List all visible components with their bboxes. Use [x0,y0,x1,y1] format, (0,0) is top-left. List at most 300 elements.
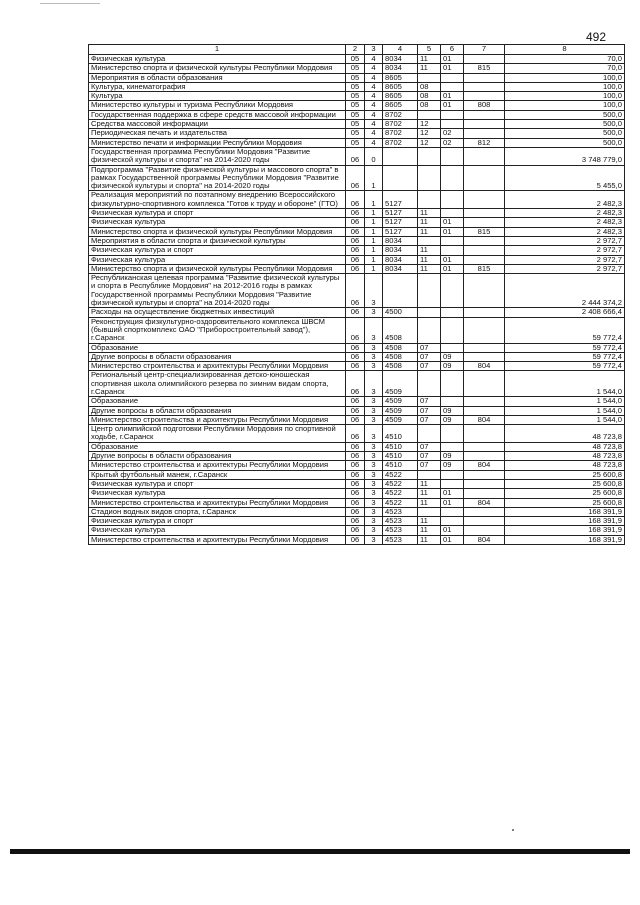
row-section [418,191,441,209]
row-program: 06 [346,452,365,461]
row-name: Образование [89,397,346,406]
table-row [89,274,625,308]
row-name: Физическая культура и спорт [89,479,346,488]
row-subprogram: 1 [365,246,383,255]
row-department [464,73,505,82]
row-program: 06 [346,406,365,415]
table-row [89,371,625,397]
row-department [464,470,505,479]
row-section [418,274,441,308]
row-section [418,317,441,343]
row-subsection: 01 [441,498,464,507]
row-subprogram: 1 [365,209,383,218]
table-row [89,120,625,129]
table-row [89,352,625,361]
table-row [89,517,625,526]
row-amount: 25 600,8 [505,479,625,488]
row-section [418,110,441,119]
row-subsection [441,479,464,488]
row-direction: 8702 [383,120,418,129]
row-subprogram: 4 [365,129,383,138]
row-department [464,526,505,535]
row-direction: 4510 [383,461,418,470]
row-department [464,110,505,119]
row-department: 804 [464,498,505,507]
row-name: Государственная поддержка в сфере средств массовой информации [89,110,346,119]
row-department [464,452,505,461]
row-amount: 168 391,9 [505,517,625,526]
row-subprogram: 3 [365,425,383,443]
row-amount: 3 748 779,0 [505,147,625,165]
row-program: 06 [346,442,365,451]
scan-dot [512,829,514,831]
row-amount: 100,0 [505,73,625,82]
row-subprogram: 1 [365,255,383,264]
row-direction: 4523 [383,517,418,526]
row-direction [383,147,418,165]
row-program: 05 [346,101,365,110]
row-subsection: 01 [441,255,464,264]
table-row [89,227,625,236]
row-department [464,191,505,209]
header-col-4: 4 [383,45,418,55]
table-row [89,82,625,91]
row-subsection: 09 [441,362,464,371]
row-name: Министерство печати и информации Республики Мордовия [89,138,346,147]
row-department: 808 [464,101,505,110]
row-program: 05 [346,92,365,101]
row-subsection [441,517,464,526]
row-department [464,308,505,317]
row-name: Физическая культура и спорт [89,517,346,526]
row-department [464,371,505,397]
row-name: Министерство культуры и туризма Республики Мордовия [89,101,346,110]
row-section [418,507,441,516]
row-department: 804 [464,362,505,371]
row-amount: 2 482,3 [505,209,625,218]
row-section: 07 [418,406,441,415]
row-subsection [441,397,464,406]
row-section: 07 [418,352,441,361]
row-subprogram: 3 [365,452,383,461]
row-name: Министерство строительства и архитектуры Республики Мордовия [89,362,346,371]
row-direction: 5127 [383,218,418,227]
row-subsection: 01 [441,55,464,64]
row-subprogram: 3 [365,317,383,343]
row-amount: 59 772,4 [505,343,625,352]
row-subprogram: 3 [365,442,383,451]
row-department [464,517,505,526]
scan-artifact [40,3,100,4]
row-direction: 4523 [383,535,418,544]
row-name: Министерство строительства и архитектуры Республики Мордовия [89,461,346,470]
row-subprogram: 4 [365,138,383,147]
row-amount: 25 600,8 [505,470,625,479]
row-section: 12 [418,138,441,147]
row-subprogram: 0 [365,147,383,165]
row-section: 08 [418,101,441,110]
row-direction: 4508 [383,362,418,371]
table-row [89,498,625,507]
row-direction: 4500 [383,308,418,317]
row-section: 11 [418,489,441,498]
row-program: 06 [346,274,365,308]
row-department [464,236,505,245]
row-program: 06 [346,317,365,343]
row-program: 05 [346,55,365,64]
table-row [89,308,625,317]
row-program: 06 [346,362,365,371]
table-row [89,191,625,209]
table-row [89,479,625,488]
table-row [89,507,625,516]
row-program: 06 [346,517,365,526]
table-row [89,461,625,470]
row-amount: 2 972,7 [505,255,625,264]
row-direction: 8605 [383,73,418,82]
row-direction: 4523 [383,526,418,535]
row-direction: 8034 [383,64,418,73]
row-direction: 8605 [383,92,418,101]
row-name: Культура [89,92,346,101]
row-name: Культура, кинематография [89,82,346,91]
row-program: 06 [346,425,365,443]
table-row [89,317,625,343]
row-subprogram: 3 [365,461,383,470]
row-direction: 5127 [383,209,418,218]
row-department [464,147,505,165]
row-department [464,120,505,129]
table-row [89,64,625,73]
row-subprogram: 4 [365,64,383,73]
row-name: Мероприятия в области спорта и физической культуры [89,236,346,245]
row-section: 08 [418,92,441,101]
row-subsection [441,425,464,443]
row-section: 11 [418,498,441,507]
row-section [418,73,441,82]
row-program: 06 [346,227,365,236]
row-amount: 2 972,7 [505,236,625,245]
row-section: 12 [418,120,441,129]
row-department [464,92,505,101]
row-section: 11 [418,246,441,255]
row-name: Министерство строительства и архитектуры Республики Мордовия [89,535,346,544]
row-program: 06 [346,371,365,397]
row-subsection [441,274,464,308]
table-row [89,343,625,352]
row-department [464,507,505,516]
row-amount: 5 455,0 [505,165,625,191]
row-amount: 2 972,7 [505,264,625,273]
row-amount: 100,0 [505,101,625,110]
row-subsection: 02 [441,138,464,147]
row-section: 07 [418,362,441,371]
row-program: 06 [346,397,365,406]
row-subsection: 09 [441,352,464,361]
row-name: Образование [89,343,346,352]
row-direction: 5127 [383,191,418,209]
row-subprogram: 3 [365,352,383,361]
row-subprogram: 4 [365,73,383,82]
row-subprogram: 3 [365,343,383,352]
table-row [89,526,625,535]
row-subsection [441,209,464,218]
row-section [418,147,441,165]
row-subsection [441,442,464,451]
row-subsection [441,371,464,397]
row-subsection [441,308,464,317]
row-subprogram: 4 [365,101,383,110]
row-direction: 4522 [383,470,418,479]
row-department: 815 [464,64,505,73]
row-section: 07 [418,397,441,406]
row-name: Образование [89,442,346,451]
row-amount: 70,0 [505,64,625,73]
row-subprogram: 3 [365,526,383,535]
row-section: 07 [418,442,441,451]
row-direction: 8034 [383,236,418,245]
table-row [89,218,625,227]
row-subprogram: 3 [365,489,383,498]
row-program: 05 [346,110,365,119]
row-department [464,442,505,451]
row-program: 05 [346,73,365,82]
row-subsection [441,470,464,479]
row-subsection: 01 [441,101,464,110]
header-col-5: 5 [418,45,441,55]
row-program: 06 [346,343,365,352]
row-department: 804 [464,461,505,470]
row-subprogram: 4 [365,92,383,101]
row-subprogram: 3 [365,507,383,516]
table-row [89,73,625,82]
row-name: Министерство строительства и архитектуры Республики Мордовия [89,415,346,424]
row-name: Расходы на осуществление бюджетных инвестиций [89,308,346,317]
row-amount: 500,0 [505,110,625,119]
row-direction: 4510 [383,442,418,451]
row-subprogram: 1 [365,191,383,209]
row-department [464,406,505,415]
row-amount: 70,0 [505,55,625,64]
row-subsection: 02 [441,129,464,138]
row-subsection: 01 [441,227,464,236]
row-department [464,218,505,227]
row-department [464,246,505,255]
row-section: 11 [418,55,441,64]
row-direction: 4522 [383,489,418,498]
row-subprogram: 3 [365,397,383,406]
row-amount: 59 772,4 [505,362,625,371]
row-amount: 1 544,0 [505,371,625,397]
row-name: Другие вопросы в области образования [89,452,346,461]
row-subsection [441,507,464,516]
row-department [464,317,505,343]
row-program: 06 [346,352,365,361]
table-row [89,209,625,218]
row-program: 06 [346,236,365,245]
row-section: 11 [418,535,441,544]
row-direction: 8605 [383,82,418,91]
row-program: 06 [346,308,365,317]
row-section: 11 [418,479,441,488]
row-section: 07 [418,343,441,352]
row-department: 804 [464,535,505,544]
row-amount: 2 482,3 [505,227,625,236]
row-section: 07 [418,415,441,424]
table-row [89,470,625,479]
row-subsection [441,110,464,119]
row-direction: 4509 [383,415,418,424]
row-direction: 8702 [383,138,418,147]
row-name: Физическая культура [89,489,346,498]
row-department [464,255,505,264]
row-subsection [441,147,464,165]
row-amount: 2 444 374,2 [505,274,625,308]
table-row [89,452,625,461]
row-name: Другие вопросы в области образования [89,352,346,361]
row-section: 11 [418,209,441,218]
row-program: 06 [346,165,365,191]
row-department [464,209,505,218]
row-direction: 4523 [383,507,418,516]
row-direction: 4508 [383,343,418,352]
row-subprogram: 3 [365,406,383,415]
row-department [464,55,505,64]
row-program: 05 [346,64,365,73]
table-row [89,147,625,165]
row-name: Центр олимпийской подготовки Республики Мордовия по спортивной ходьбе, г.Саранск [89,425,346,443]
row-section: 11 [418,517,441,526]
row-name: Средства массовой информации [89,120,346,129]
row-subprogram: 4 [365,82,383,91]
row-direction: 4508 [383,317,418,343]
row-program: 06 [346,191,365,209]
row-section [418,236,441,245]
row-amount: 1 544,0 [505,406,625,415]
row-department [464,82,505,91]
row-subprogram: 1 [365,236,383,245]
row-name: Физическая культура [89,255,346,264]
scan-footer-bar [10,849,630,854]
table-row [89,129,625,138]
header-col-1: 1 [89,45,346,55]
row-department [464,274,505,308]
row-direction: 8605 [383,101,418,110]
row-subsection: 09 [441,461,464,470]
row-program: 06 [346,147,365,165]
row-name: Мероприятия в области образования [89,73,346,82]
row-name: Другие вопросы в области образования [89,406,346,415]
row-amount: 48 723,8 [505,461,625,470]
row-name: Физическая культура [89,55,346,64]
row-amount: 2 482,3 [505,191,625,209]
row-direction [383,165,418,191]
budget-table [88,44,625,545]
row-direction: 4522 [383,498,418,507]
row-subprogram: 3 [365,498,383,507]
row-program: 06 [346,461,365,470]
row-amount: 100,0 [505,92,625,101]
row-amount: 500,0 [505,138,625,147]
row-subsection [441,246,464,255]
row-program: 05 [346,120,365,129]
row-program: 06 [346,255,365,264]
row-subprogram: 1 [365,264,383,273]
row-department: 815 [464,227,505,236]
row-amount: 168 391,9 [505,507,625,516]
row-amount: 1 544,0 [505,415,625,424]
row-subprogram: 1 [365,165,383,191]
row-program: 06 [346,507,365,516]
row-program: 06 [346,415,365,424]
row-subprogram: 3 [365,470,383,479]
row-department [464,352,505,361]
row-department: 812 [464,138,505,147]
row-program: 06 [346,526,365,535]
row-subprogram: 3 [365,535,383,544]
row-direction: 4509 [383,406,418,415]
row-section [418,371,441,397]
table-row [89,110,625,119]
row-name: Государственная программа Республики Мордовия "Развитие физической культуры и спорта" на 2014-2020 годы [89,147,346,165]
row-subsection: 01 [441,64,464,73]
row-program: 06 [346,489,365,498]
table-row [89,489,625,498]
row-name: Региональный центр-специализированная детско-юношеская спортивная школа олимпийского резерва по зимним видам спорта, г.Саранск [89,371,346,397]
table-row [89,138,625,147]
row-subsection: 01 [441,92,464,101]
row-direction: 8034 [383,246,418,255]
row-section [418,308,441,317]
row-department [464,129,505,138]
row-department [464,479,505,488]
row-name: Крытый футбольный манеж, г.Саранск [89,470,346,479]
row-subsection [441,343,464,352]
row-amount: 100,0 [505,82,625,91]
row-department [464,397,505,406]
table-row [89,101,625,110]
row-subprogram: 3 [365,479,383,488]
table-row [89,246,625,255]
row-subsection [441,236,464,245]
row-subsection: 01 [441,526,464,535]
row-name: Физическая культура и спорт [89,209,346,218]
row-section: 11 [418,264,441,273]
row-direction: 4508 [383,352,418,361]
row-amount: 500,0 [505,129,625,138]
row-name: Физическая культура [89,526,346,535]
table-row [89,415,625,424]
row-subsection: 09 [441,452,464,461]
row-subsection: 09 [441,415,464,424]
row-name: Министерство спорта и физической культуры Республики Мордовия [89,64,346,73]
row-subprogram: 3 [365,371,383,397]
table-row [89,165,625,191]
row-section [418,425,441,443]
row-direction: 8034 [383,255,418,264]
row-subprogram: 3 [365,274,383,308]
row-amount: 2 408 666,4 [505,308,625,317]
row-name: Стадион водных видов спорта, г.Саранск [89,507,346,516]
row-subprogram: 1 [365,227,383,236]
row-subprogram: 3 [365,362,383,371]
row-subsection: 09 [441,406,464,415]
row-name: Реализация мероприятий по поэтапному внедрению Всероссийского физкультурно-спортивного комплекса "Готов к труду и обороне" (ГТО) [89,191,346,209]
row-subsection [441,73,464,82]
page-number: 492 [586,30,607,44]
row-program: 05 [346,129,365,138]
row-direction: 8702 [383,110,418,119]
